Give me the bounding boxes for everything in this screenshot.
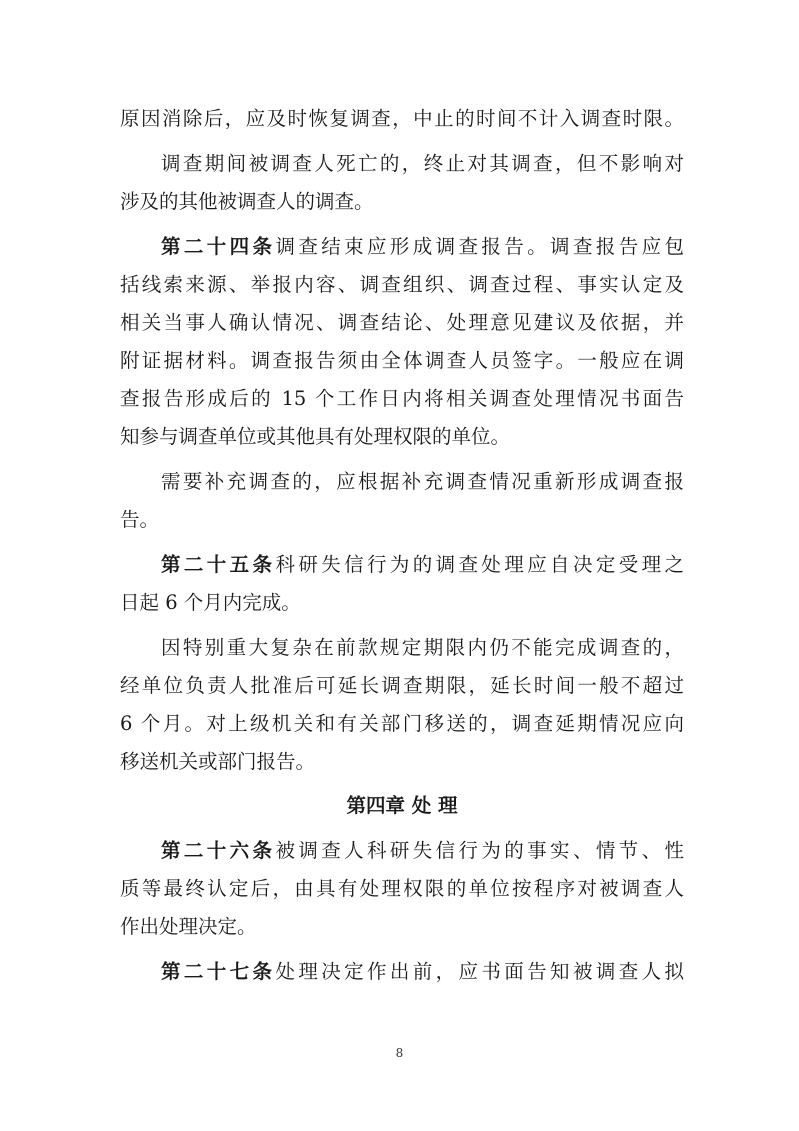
paragraph-line: 原因消除后，应及时恢复调查，中止的时间不计入调查时限。 <box>120 107 684 130</box>
paragraph-line: 附证据材料。调查报告须由全体调查人员签字。一般应在调 <box>120 349 684 372</box>
paragraph-line <box>120 953 684 991</box>
paragraph-line: 括线索来源、举报内容、调查组织、调查过程、事实认定及 <box>120 273 684 296</box>
article-heading: 第二十四条 <box>161 235 276 258</box>
paragraph-line: 涉及的其他被调查人的调查。 <box>120 190 374 213</box>
paragraph-line <box>120 546 684 584</box>
article-heading: 第二十七条 <box>161 960 276 983</box>
paragraph-line: 移送机关或部门报告。 <box>120 750 316 773</box>
page-number: 8 <box>395 1046 404 1060</box>
chapter-title: 第四章 处 理 <box>346 794 458 817</box>
paragraph-line: 查报告形成后的 15 个工作日内将相关调查处理情况书面告 <box>120 387 684 410</box>
article-heading: 第二十五条 <box>161 553 276 576</box>
document-body <box>120 100 684 991</box>
paragraph-line: 告。 <box>120 508 160 531</box>
paragraph-line: 需要补充调查的，应根据补充调查情况重新形成调查报 <box>161 470 684 493</box>
paragraph-line: 作出处理决定。 <box>120 915 257 938</box>
paragraph-line: 相关当事人确认情况、调查结论、处理意见建议及依据，并 <box>120 311 684 334</box>
paragraph-line <box>120 832 684 870</box>
paragraph-line: 6 个月。对上级机关和有关部门移送的，调查延期情况应向 <box>120 712 684 735</box>
paragraph-line <box>120 228 684 266</box>
paragraph-line: 知参与调查单位或其他具有处理权限的单位。 <box>120 425 511 448</box>
paragraph-line: 调查期间被调查人死亡的，终止对其调查，但不影响对 <box>161 152 684 175</box>
article-text: 被调查人科研失信行为的事实、情节、性 <box>275 839 684 862</box>
article-heading: 第二十六条 <box>161 839 276 862</box>
paragraph-line: 经单位负责人批准后可延长调查期限，延长时间一般不超过 <box>120 674 684 697</box>
paragraph-line: 因特别重大复杂在前款规定期限内仍不能完成调查的， <box>161 636 684 659</box>
article-text: 处理决定作出前，应书面告知被调查人拟 <box>275 960 684 983</box>
article-text: 调查结束应形成调查报告。调查报告应包 <box>275 235 684 258</box>
paragraph-line: 日起 6 个月内完成。 <box>120 591 301 614</box>
paragraph-line: 质等最终认定后，由具有处理权限的单位按程序对被调查人 <box>120 877 684 900</box>
article-text: 科研失信行为的调查处理应自决定受理之 <box>275 553 684 576</box>
